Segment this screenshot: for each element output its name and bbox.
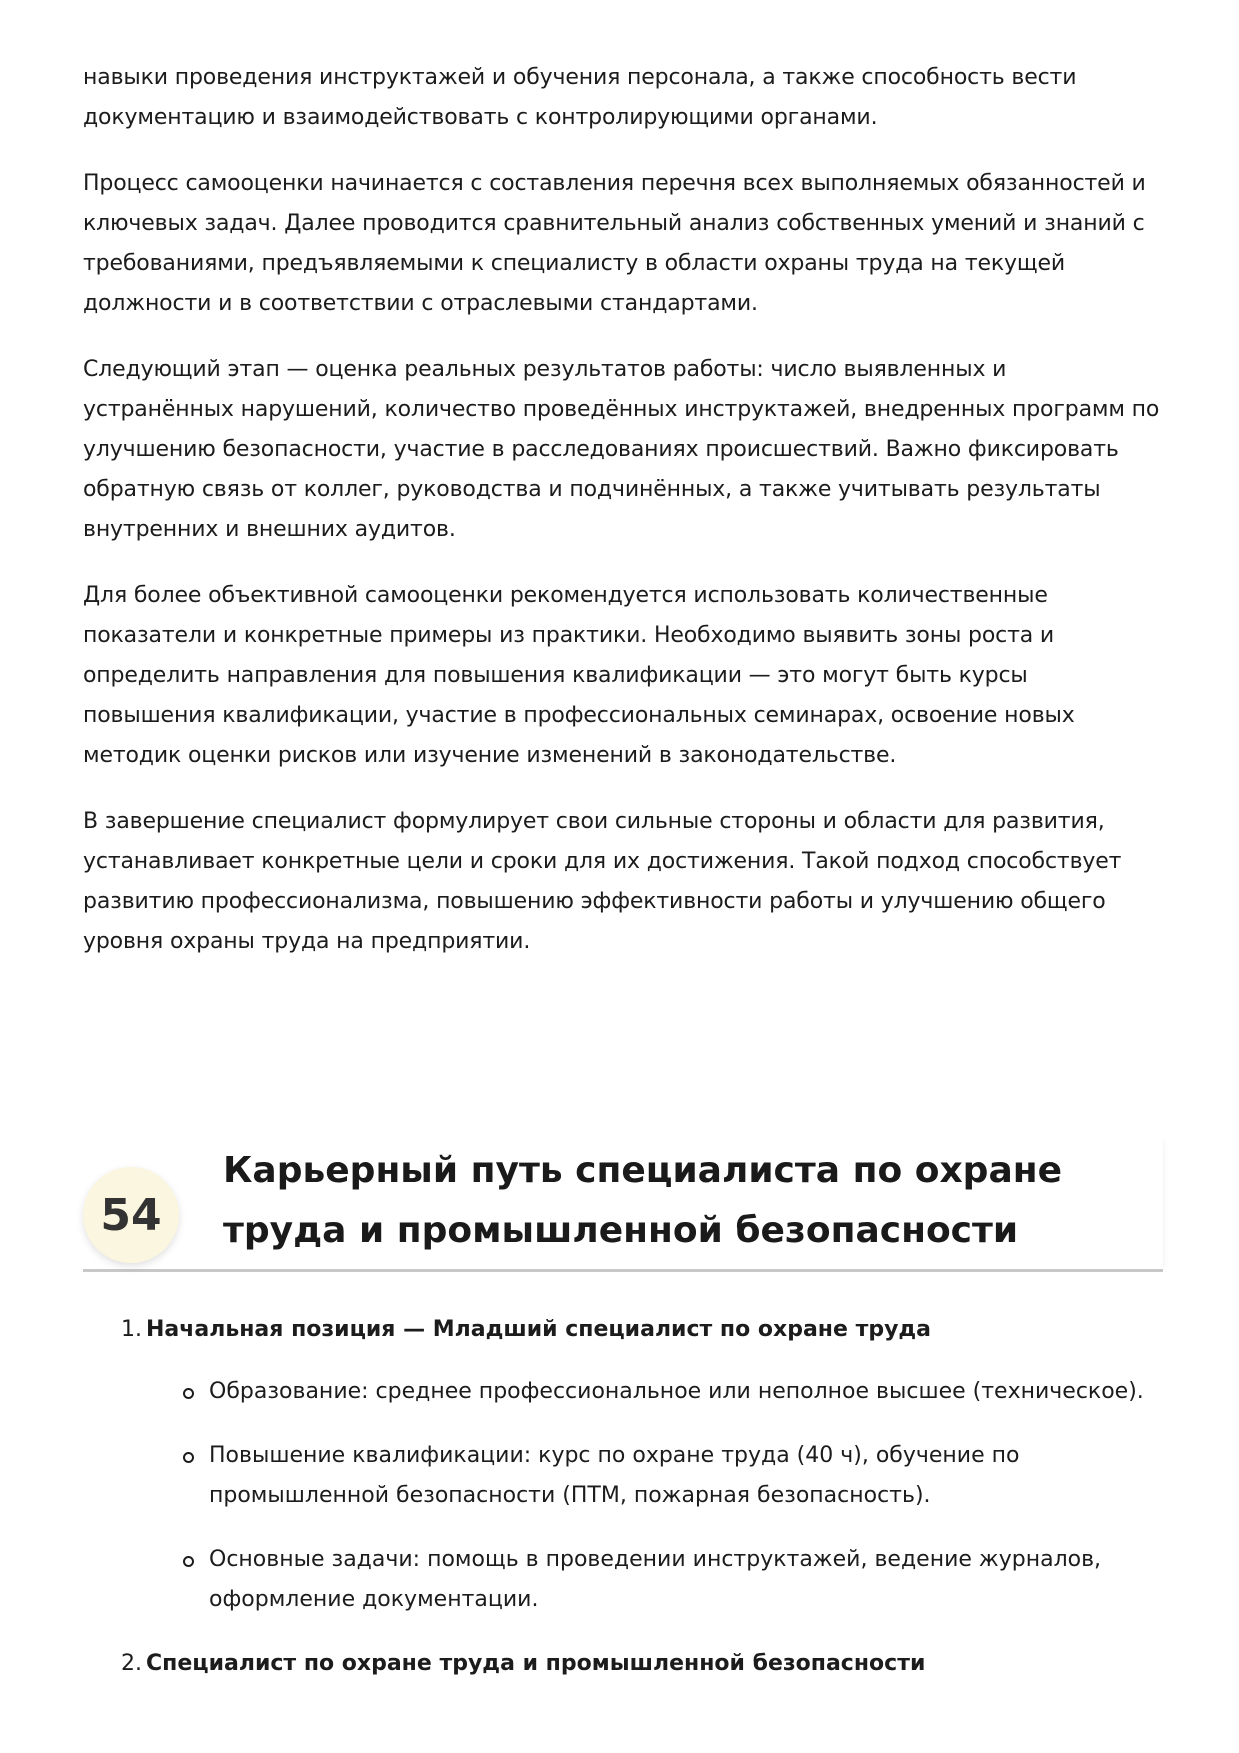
list-item-text: Повышение квалификации: курс по охране труда (40 ч), обучение по промышленной безопасности (ПТМ, пожарная безопасность). bbox=[209, 1443, 1020, 1508]
career-step bbox=[83, 1644, 1163, 1684]
circle-bullet-icon bbox=[183, 1452, 194, 1463]
list-item-text: Образование: среднее профессиональное или неполное высшее (техническое). bbox=[209, 1379, 1144, 1404]
section-header bbox=[83, 1137, 1163, 1272]
career-steps-list bbox=[83, 1310, 1163, 1684]
circle-bullet-icon bbox=[183, 1388, 194, 1399]
paragraph: Для более объективной самооценки рекомендуется использовать количественные показатели и конкретные примеры из практики. Необходимо выявить зоны роста и определить направления для повышения квалификации — это могут быть курсы повышения квалификации, участие в профессиональных семинарах, освоение новых методик оценки рисков или изучение изменений в законодательстве. bbox=[83, 583, 1075, 768]
list-item bbox=[83, 1540, 1163, 1620]
paragraph: навыки проведения инструктажей и обучения персонала, а также способность вести документацию и взаимодействовать с контролирующими органами. bbox=[83, 65, 1077, 130]
circle-bullet-icon bbox=[183, 1556, 194, 1567]
step-details-list bbox=[83, 1372, 1163, 1620]
paragraph: Следующий этап — оценка реальных результатов работы: число выявленных и устранённых нарушений, количество проведённых инструктажей, внедренных программ по улучшению безопасности, участие в расследованиях происшествий. Важно фиксировать обратную связь от коллег, руководства и подчинённых, а также учитывать результаты внутренних и внешних аудитов. bbox=[83, 357, 1160, 542]
paragraph: Процесс самооценки начинается с составления перечня всех выполняемых обязанностей и ключевых задач. Далее проводится сравнительный анализ собственных умений и знаний с требованиями, предъявляемыми к специалисту в области охраны труда на текущей должности и в соответствии с отраслевыми стандартами. bbox=[83, 171, 1146, 316]
career-step bbox=[83, 1310, 1163, 1620]
list-item bbox=[83, 1436, 1163, 1516]
document-body bbox=[83, 58, 1163, 988]
section-number-badge: 54 bbox=[83, 1167, 179, 1263]
list-item-text: Основные задачи: помощь в проведении инструктажей, ведение журналов, оформление документации. bbox=[209, 1547, 1102, 1612]
list-item bbox=[83, 1372, 1163, 1412]
paragraph: В завершение специалист формулирует свои сильные стороны и области для развития, устанавливает конкретные цели и сроки для их достижения. Такой подход способствует развитию профессионализма, повышению эффективности работы и улучшению общего уровня охраны труда на предприятии. bbox=[83, 809, 1122, 954]
step-number: 2. bbox=[121, 1651, 142, 1676]
section-title: Карьерный путь специалиста по охране труда и промышленной безопасности bbox=[223, 1150, 1063, 1251]
step-title: Специалист по охране труда и промышленной безопасности bbox=[146, 1651, 926, 1676]
step-number: 1. bbox=[121, 1317, 142, 1342]
step-title: Начальная позиция — Младший специалист по охране труда bbox=[146, 1317, 932, 1342]
